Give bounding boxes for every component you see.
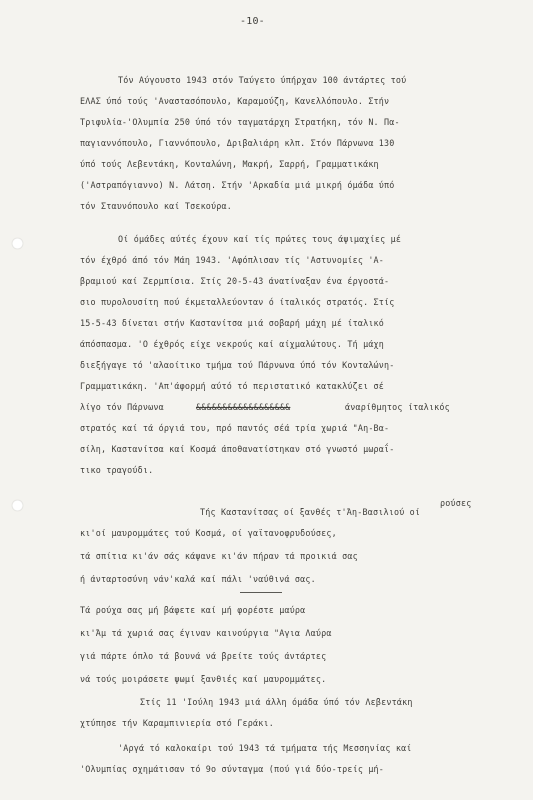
text-line: ('Αστραπόγιαννο) Ν. Λάτση. Στήν 'Αρκαδία μιά μικρή όμάδα ύπό [80, 180, 395, 190]
text-line: διεξήγαγε τό 'αλαοίτικο τμήμα τού Πάρνωνα ύπό τόν Κονταλώνη- [80, 360, 395, 370]
text-line: βραμιού καί Ζερμπίσια. Στίς 20-5-43 άνατίναξαν ένα έργοστά- [80, 276, 390, 286]
text-line: χτύπησε τήν Καραμπινιερία στό Γεράκι. [80, 718, 274, 728]
text-line: στρατός καί τά όργιά του, πρό παντός σέά τρία χωριά "Αη-Βα- [80, 423, 390, 433]
verse-line: κι'Άμ τά χωριά σας έγιναν καινούργια "Αγια Λαύρα [80, 628, 332, 638]
verse-line: ή άνταρτοσύνη νάν'καλά καί πάλι 'ναύθινά σας. [80, 574, 316, 584]
separator-mark [240, 592, 282, 593]
text-line: Γραμματικάκη. 'Απ'άφορμή αύτό τό περιστατικό κατακλύζει σέ [80, 381, 385, 391]
verse-line: Τής Καστανίτσας οί ξανθές τ'Άη-Βασιλιού οί [200, 507, 421, 517]
text-line: 'Ολυμπίας σχημάτισαν τό 9ο σύνταγμα (πού γιά δύο-τρείς μή- [80, 764, 385, 774]
text-line: Οί όμάδες αύτές έχουν καί τίς πρώτες τους άψιμαχίες μέ [118, 234, 402, 244]
text-line: Στίς 11 'Ιούλη 1943 μιά άλλη όμάδα ύπό τόν Λεβεντάκη [140, 697, 413, 707]
struck-out-text: &&&&&&&&&&&&&&&&&& [196, 402, 291, 412]
punch-hole [12, 238, 23, 249]
text-line: άπόσπασμα. 'Ο έχθρός είχε νεκρούς καί αίχμαλώτους. Τή μάχη [80, 339, 385, 349]
text-line: Τόν Αύγουστο 1943 στόν Ταύγετο ύπήρχαν 100 άντάρτες τού [118, 75, 407, 85]
text-line: τικο τραγούδι. [80, 465, 154, 475]
text-line: τόν έχθρό άπό τόν Μάη 1943. 'Αφόπλισαν τίς 'Αστυνομίες 'Α- [80, 255, 385, 265]
verse-line: Τά ρούχα σας μή βάφετε καί μή φορέστε μαύρα [80, 605, 306, 615]
text-line: ΕΛΑΣ ύπό τούς 'Αναστασόπουλο, Καραμούζη, Κανελλόπουλο. Στήν [80, 96, 390, 106]
text-line: 'Αργά τό καλοκαίρι τού 1943 τά τμήματα τής Μεσσηνίας καί [118, 743, 412, 753]
text-line: 15-5-43 δίνεται στήν Καστανίτσα μιά σοβαρή μάχη μέ ίταλικό [80, 318, 385, 328]
verse-line: τά σπίτια κι'άν σάς κάψανε κι'άν πήραν τά προικιά σας [80, 551, 358, 561]
verse-insertion: ρούσες [440, 498, 472, 508]
text-line: ύπό τούς Λεβεντάκη, Κονταλώνη, Μακρή, Σαρρή, Γραμματικάκη [80, 159, 379, 169]
verse-line: γιά πάρτε όπλο τά βουνά νά βρείτε τούς άντάρτες [80, 651, 327, 661]
text-line: σιο πυρολουσίτη πού έκμεταλλεύονταν ό ίταλικός στρατός. Στίς [80, 297, 395, 307]
verse-line: νά τούς μοιράσετε ψωμί ξανθιές καί μαυρομμάτες. [80, 674, 327, 684]
text-line: παγιαννόπουλο, Γιαννόπουλο, Δριβαλιάρη κλπ. Στόν Πάρνωνα 130 [80, 138, 395, 148]
page-number: -10- [240, 16, 265, 27]
text-line: Τριφυλία-'Ολυμπία 250 ύπό τόν ταγματάρχη Στρατήκη, τόν Ν. Πα- [80, 117, 400, 127]
text-line: λίγο τόν Πάρνωνα [80, 402, 164, 412]
punch-hole [12, 500, 23, 511]
text-line: τόν Σταυνόπουλο καί Τσεκούρα. [80, 201, 233, 211]
verse-line: κι'οί μαυρομμάτες τού Κοσμά, οί γαϊτανοφρυδούσες, [80, 528, 337, 538]
text-line: σίλη, Καστανίτσα καί Κοσμά άποθανατίστηκαν στό γνωστό μωραΐ- [80, 444, 395, 454]
text-line: άναρίθμητος ίταλικός [345, 402, 450, 412]
